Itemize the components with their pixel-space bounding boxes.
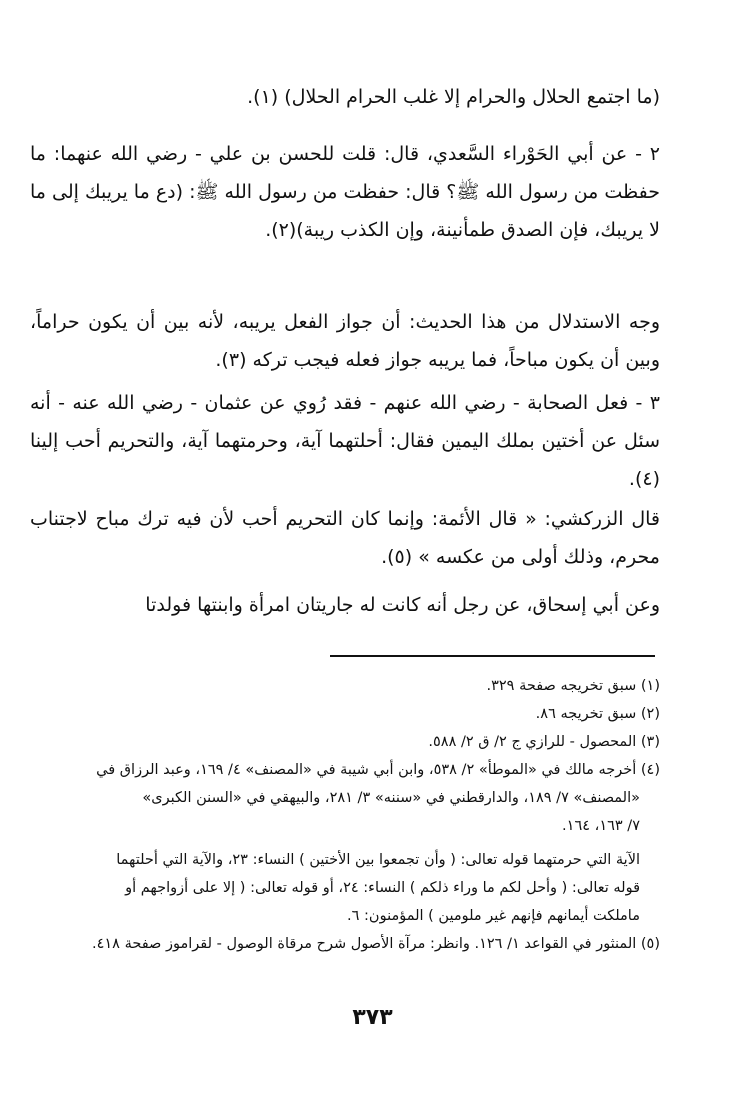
footnote-continuation: الآية التي حرمتهما قوله تعالى: ( وأن تجمعوا بين الأختين ) النساء: ٢٣، والآية التي أحلتهما <box>116 852 640 868</box>
body-paragraph: وعن أبي إسحاق، عن رجل أنه كانت له جاريتان امرأة وابنتها فولدتا <box>145 594 660 616</box>
body-paragraph: (ما اجتمع الحلال والحرام إلا غلب الحرام الحلال) (١). <box>247 86 660 108</box>
page-number: ٣٧٣ <box>352 1005 393 1030</box>
footnote: (٤) أخرجه مالك في «الموطأ» ٢/ ٥٣٨، وابن أبي شيبة في «المصنف» ٤/ ١٦٩، وعبد الرزاق في <box>96 762 660 778</box>
body-paragraph: ٢ - عن أبي الحَوْراء السَّعدي، قال: قلت للحسن بن علي - رضي الله عنهما: ما حفظت من رسول الله ﷺ؟ قال: حفظت من رسول الله ﷺ: (دع ما يريبك إلى ما لا يريبك، فإن الصدق طمأنينة، وإن الكذب ريبة)(٢). <box>30 143 660 241</box>
main-text-block <box>30 78 660 116</box>
main-text-block <box>30 135 660 249</box>
footnote-continuation: «المصنف» ٧/ ١٨٩، والدارقطني في «سننه» ٣/ ٢٨١، والبيهقي في «السنن الكبرى» <box>142 790 640 806</box>
body-paragraph: قال الزركشي: « قال الأئمة: وإنما كان التحريم أحب لأن فيه ترك مباح لاجتناب محرم، وذلك أولى من عكسه » (٥). <box>30 508 660 568</box>
footnote-continuation: ٧/ ١٦٣، ١٦٤. <box>562 818 640 834</box>
footnote: (١) سبق تخريجه صفحة ٣٢٩. <box>486 678 660 694</box>
footnotes <box>40 672 660 958</box>
footnote: (٢) سبق تخريجه ٨٦. <box>535 706 660 722</box>
main-text-block <box>30 384 660 498</box>
footnote: (٥) المنثور في القواعد ١/ ١٢٦. وانظر: مرآة الأصول شرح مرقاة الوصول - لقراموز صفحة ٤١٨. <box>91 936 660 952</box>
footnote: (٣) المحصول - للرازي ج ٢/ ق ٢/ ٥٨٨. <box>428 734 660 750</box>
main-text-block <box>30 586 660 624</box>
footnote-separator <box>330 655 655 657</box>
footnote-continuation: قوله تعالى: ( وأحل لكم ما وراء ذلكم ) النساء: ٢٤، أو قوله تعالى: ( إلا على أزواجهم أو <box>125 880 640 896</box>
body-paragraph: ٣ - فعل الصحابة - رضي الله عنهم - فقد رُوي عن عثمان - رضي الله عنه - أنه سئل عن أختين بملك اليمين فقال: أحلتهما آية، وحرمتهما آية، والتحريم أحب إلينا (٤). <box>30 392 660 490</box>
main-text-block <box>30 303 660 379</box>
main-text-block <box>30 500 660 576</box>
body-paragraph: وجه الاستدلال من هذا الحديث: أن جواز الفعل يريبه، لأنه بين أن يكون حراماً، وبين أن يكون مباحاً، فما يريبه جواز فعله فيجب تركه (٣). <box>30 311 660 371</box>
footnote-continuation: ماملكت أيمانهم فإنهم غير ملومين ) المؤمنون: ٦. <box>347 908 640 924</box>
